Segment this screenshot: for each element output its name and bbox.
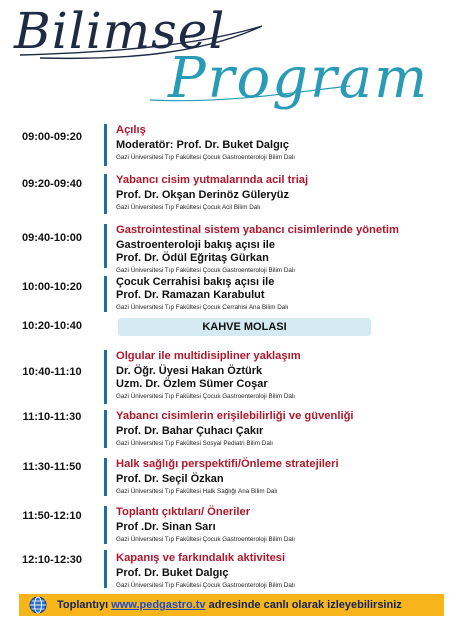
session-divider <box>104 224 107 268</box>
session-affiliation: Gazi Üniversitesi Tıp Fakültesi Halk Sağlığı Ana Bilim Dalı <box>116 488 278 495</box>
session-speaker: Prof. Dr. Ramazan Karabulut <box>116 289 265 301</box>
session-topic: Toplantı çıktıları/ Öneriler <box>116 506 251 518</box>
session-divider <box>104 276 107 312</box>
session-divider <box>104 506 107 544</box>
session-topic: Olgular ile multidisipliner yaklaşım <box>116 350 301 362</box>
pedgastro-link[interactable]: www.pedgastro.tv <box>111 599 206 611</box>
break-time: 10:20-10:40 <box>22 320 82 332</box>
session-time: 11:50-12:10 <box>22 510 82 522</box>
session-affiliation: Gazi Üniversitesi Tıp Fakültesi Çocuk Gastroenteroloji Bilim Dalı <box>116 393 296 400</box>
session-divider <box>104 350 107 404</box>
session-topic: Yabancı cisim yutmalarında acil triaj <box>116 174 309 186</box>
session-time: 09:40-10:00 <box>22 232 82 244</box>
session-time: 11:10-11:30 <box>22 411 82 423</box>
session-topic: Halk sağlığı perspektifi/Önleme stratejileri <box>116 458 339 470</box>
session-speaker: Prof. Dr. Seçil Özkan <box>116 473 224 485</box>
session-speaker: Prof. Dr. Bahar Çuhacı Çakır <box>116 425 264 437</box>
session-speaker: Çocuk Cerrahisi bakış açısı ile <box>116 276 275 288</box>
program-header <box>0 0 465 112</box>
session-divider <box>104 410 107 448</box>
session-time: 10:00-10:20 <box>22 281 82 293</box>
session-divider <box>104 550 107 588</box>
session-affiliation: Gazi Üniversitesi Tıp Fakültesi Çocuk Acil Bilim Dalı <box>116 204 261 211</box>
session-time: 12:10-12:30 <box>22 554 82 566</box>
session-time: 10:40-11:10 <box>22 366 82 378</box>
session-topic: Yabancı cisimlerin erişilebilirliği ve güvenliği <box>116 410 354 422</box>
session-speaker: Prof .Dr. Sinan Sarı <box>116 521 216 533</box>
session-affiliation: Gazi Üniversitesi Tıp Fakültesi Çocuk Cerrahisi Ana Bilim Dalı <box>116 304 289 311</box>
session-speaker: Prof. Dr. Ödül Eğritaş Gürkan <box>116 252 269 264</box>
session-speaker: Dr. Öğr. Üyesi Hakan Öztürk <box>116 365 263 377</box>
globe-icon <box>29 596 47 614</box>
session-speaker: Moderatör: Prof. Dr. Buket Dalgıç <box>116 139 289 151</box>
session-time: 11:30-11:50 <box>22 461 82 473</box>
footer-text <box>57 599 402 611</box>
session-affiliation: Gazi Üniversitesi Tıp Fakültesi Çocuk Gastroenteroloji Bilim Dalı <box>116 267 296 274</box>
session-affiliation: Gazi Üniversitesi Tıp Fakültesi Sosyal Pediatri Bilim Dalı <box>116 440 274 447</box>
session-time: 09:20-09:40 <box>22 178 82 190</box>
title-line-2: Program <box>168 46 430 111</box>
session-affiliation: Gazi Üniversitesi Tıp Fakültesi Çocuk Gastroenteroloji Bilim Dalı <box>116 154 296 161</box>
session-affiliation: Gazi Üniversitesi Tıp Fakültesi Çocuk Gastroenteroloji Bilim Dalı <box>116 582 296 589</box>
session-divider <box>104 124 107 166</box>
session-topic: Gastrointestinal sistem yabancı cisimlerinde yönetim <box>116 224 399 236</box>
session-divider <box>104 458 107 496</box>
session-topic: Kapanış ve farkındalık aktivitesi <box>116 552 286 564</box>
session-speaker: Prof. Dr. Buket Dalgıç <box>116 567 229 579</box>
session-speaker: Prof. Dr. Okşan Derinöz Güleryüz <box>116 189 289 201</box>
session-affiliation: Gazi Üniversitesi Tıp Fakültesi Çocuk Gastroenteroloji Bilim Dalı <box>116 536 296 543</box>
title-line-1: Bilimsel <box>14 2 226 60</box>
session-divider <box>104 174 107 214</box>
session-speaker: Uzm. Dr. Özlem Sümer Coşar <box>116 378 268 390</box>
session-speaker: Gastroenteroloji bakış açısı ile <box>116 239 275 251</box>
coffee-break-label: KAHVE MOLASI <box>118 318 371 336</box>
session-time: 09:00-09:20 <box>22 131 82 143</box>
live-stream-banner <box>19 594 444 616</box>
footer-text-after: adresinde canlı olarak izleyebilirsiniz <box>205 599 402 611</box>
session-topic: Açılış <box>116 124 146 136</box>
footer-text-before: Toplantıyı <box>57 599 112 611</box>
